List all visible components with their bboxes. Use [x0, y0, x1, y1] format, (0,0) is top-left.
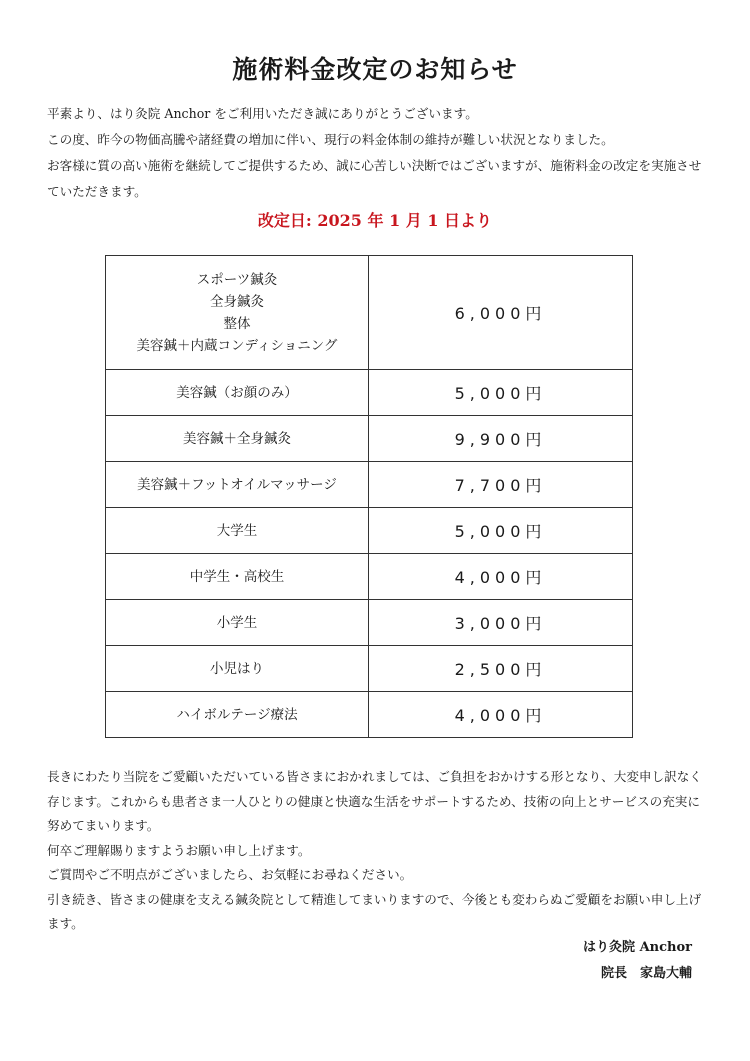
price-cell: 6,000円	[369, 256, 633, 370]
intro-paragraph: この度、昨今の物価高騰や諸経費の増加に伴い、現行の料金体制の維持が難しい状況となりました。	[47, 132, 614, 147]
menu-cell	[106, 416, 369, 462]
page-title: 施術料金改定のお知らせ	[232, 55, 518, 84]
price-cell: 7,700円	[369, 462, 633, 508]
menu-name: 全身鍼灸	[210, 293, 264, 310]
menu-name: 美容鍼＋全身鍼灸	[183, 430, 291, 447]
menu-cell	[106, 554, 369, 600]
table-row	[106, 256, 633, 370]
menu-cell	[106, 462, 369, 508]
price-cell: 4,000円	[369, 554, 633, 600]
menu-name: 大学生	[216, 522, 258, 539]
effective-date: 改定日: 2025 年 1 月 1 日より	[257, 211, 493, 230]
director-name: 院長 家島大輔	[600, 966, 692, 981]
menu-name: ハイボルテージ療法	[176, 706, 298, 723]
closing-paragraph: ご質問やご不明点がございましたら、お気軽にお尋ねください。	[47, 867, 413, 882]
table-row	[106, 600, 633, 646]
price-cell: 5,000円	[369, 370, 633, 416]
price-cell: 9,900円	[369, 416, 633, 462]
menu-cell	[106, 370, 369, 416]
menu-name: スポーツ鍼灸	[196, 271, 278, 288]
menu-name: 美容鍼＋内蔵コンディショニング	[136, 337, 338, 354]
intro-text	[47, 101, 707, 205]
menu-name: 中学生・高校生	[189, 568, 285, 585]
table-row	[106, 416, 633, 462]
menu-cell	[106, 646, 369, 692]
intro-paragraph: お客様に質の高い施術を継続してご提供するため、誠に心苦しい決断ではございますが、施術料金の改定を実施させていただきます。	[47, 158, 702, 199]
menu-cell	[106, 256, 369, 370]
closing-paragraph: 何卒ご理解賜りますようお願い申し上げます。	[47, 842, 311, 858]
table-row	[106, 462, 633, 508]
closing-paragraph: 長きにわたり当院をご愛顧いただいている皆さまにおかれましては、ご負担をおかけする形となり、大変申し訳なく存じます。これからも患者さま一人ひとりの健康と快適な生活をサポートするため、技術の向上とサービスの充実に努めてまいります。	[47, 769, 702, 833]
clinic-name: はり灸院 Anchor	[583, 940, 692, 955]
menu-cell	[106, 692, 369, 738]
table-row	[106, 508, 633, 554]
menu-name: 美容鍼（お顔のみ）	[176, 384, 298, 401]
table-row	[106, 370, 633, 416]
table-row	[106, 646, 633, 692]
menu-name: 小学生	[216, 614, 258, 631]
price-cell: 4,000円	[369, 692, 633, 738]
menu-name: 小児はり	[210, 660, 264, 677]
price-table	[105, 255, 633, 738]
price-cell: 2,500円	[369, 646, 633, 692]
table-row	[106, 692, 633, 738]
price-cell: 3,000円	[369, 600, 633, 646]
table-row	[106, 554, 633, 600]
price-cell: 5,000円	[369, 508, 633, 554]
menu-name: 美容鍼＋フットオイルマッサージ	[137, 476, 337, 493]
menu-cell	[106, 600, 369, 646]
intro-paragraph: 平素より、はり灸院 Anchor をご利用いただき誠にありがとうございます。	[47, 106, 478, 121]
closing-text	[47, 765, 707, 937]
menu-cell	[106, 508, 369, 554]
closing-paragraph: 引き続き、皆さまの健康を支える鍼灸院として精進してまいりますので、今後とも変わらぬご愛顧をお願い申し上げます。	[47, 891, 702, 931]
menu-name: 整体	[223, 315, 251, 332]
